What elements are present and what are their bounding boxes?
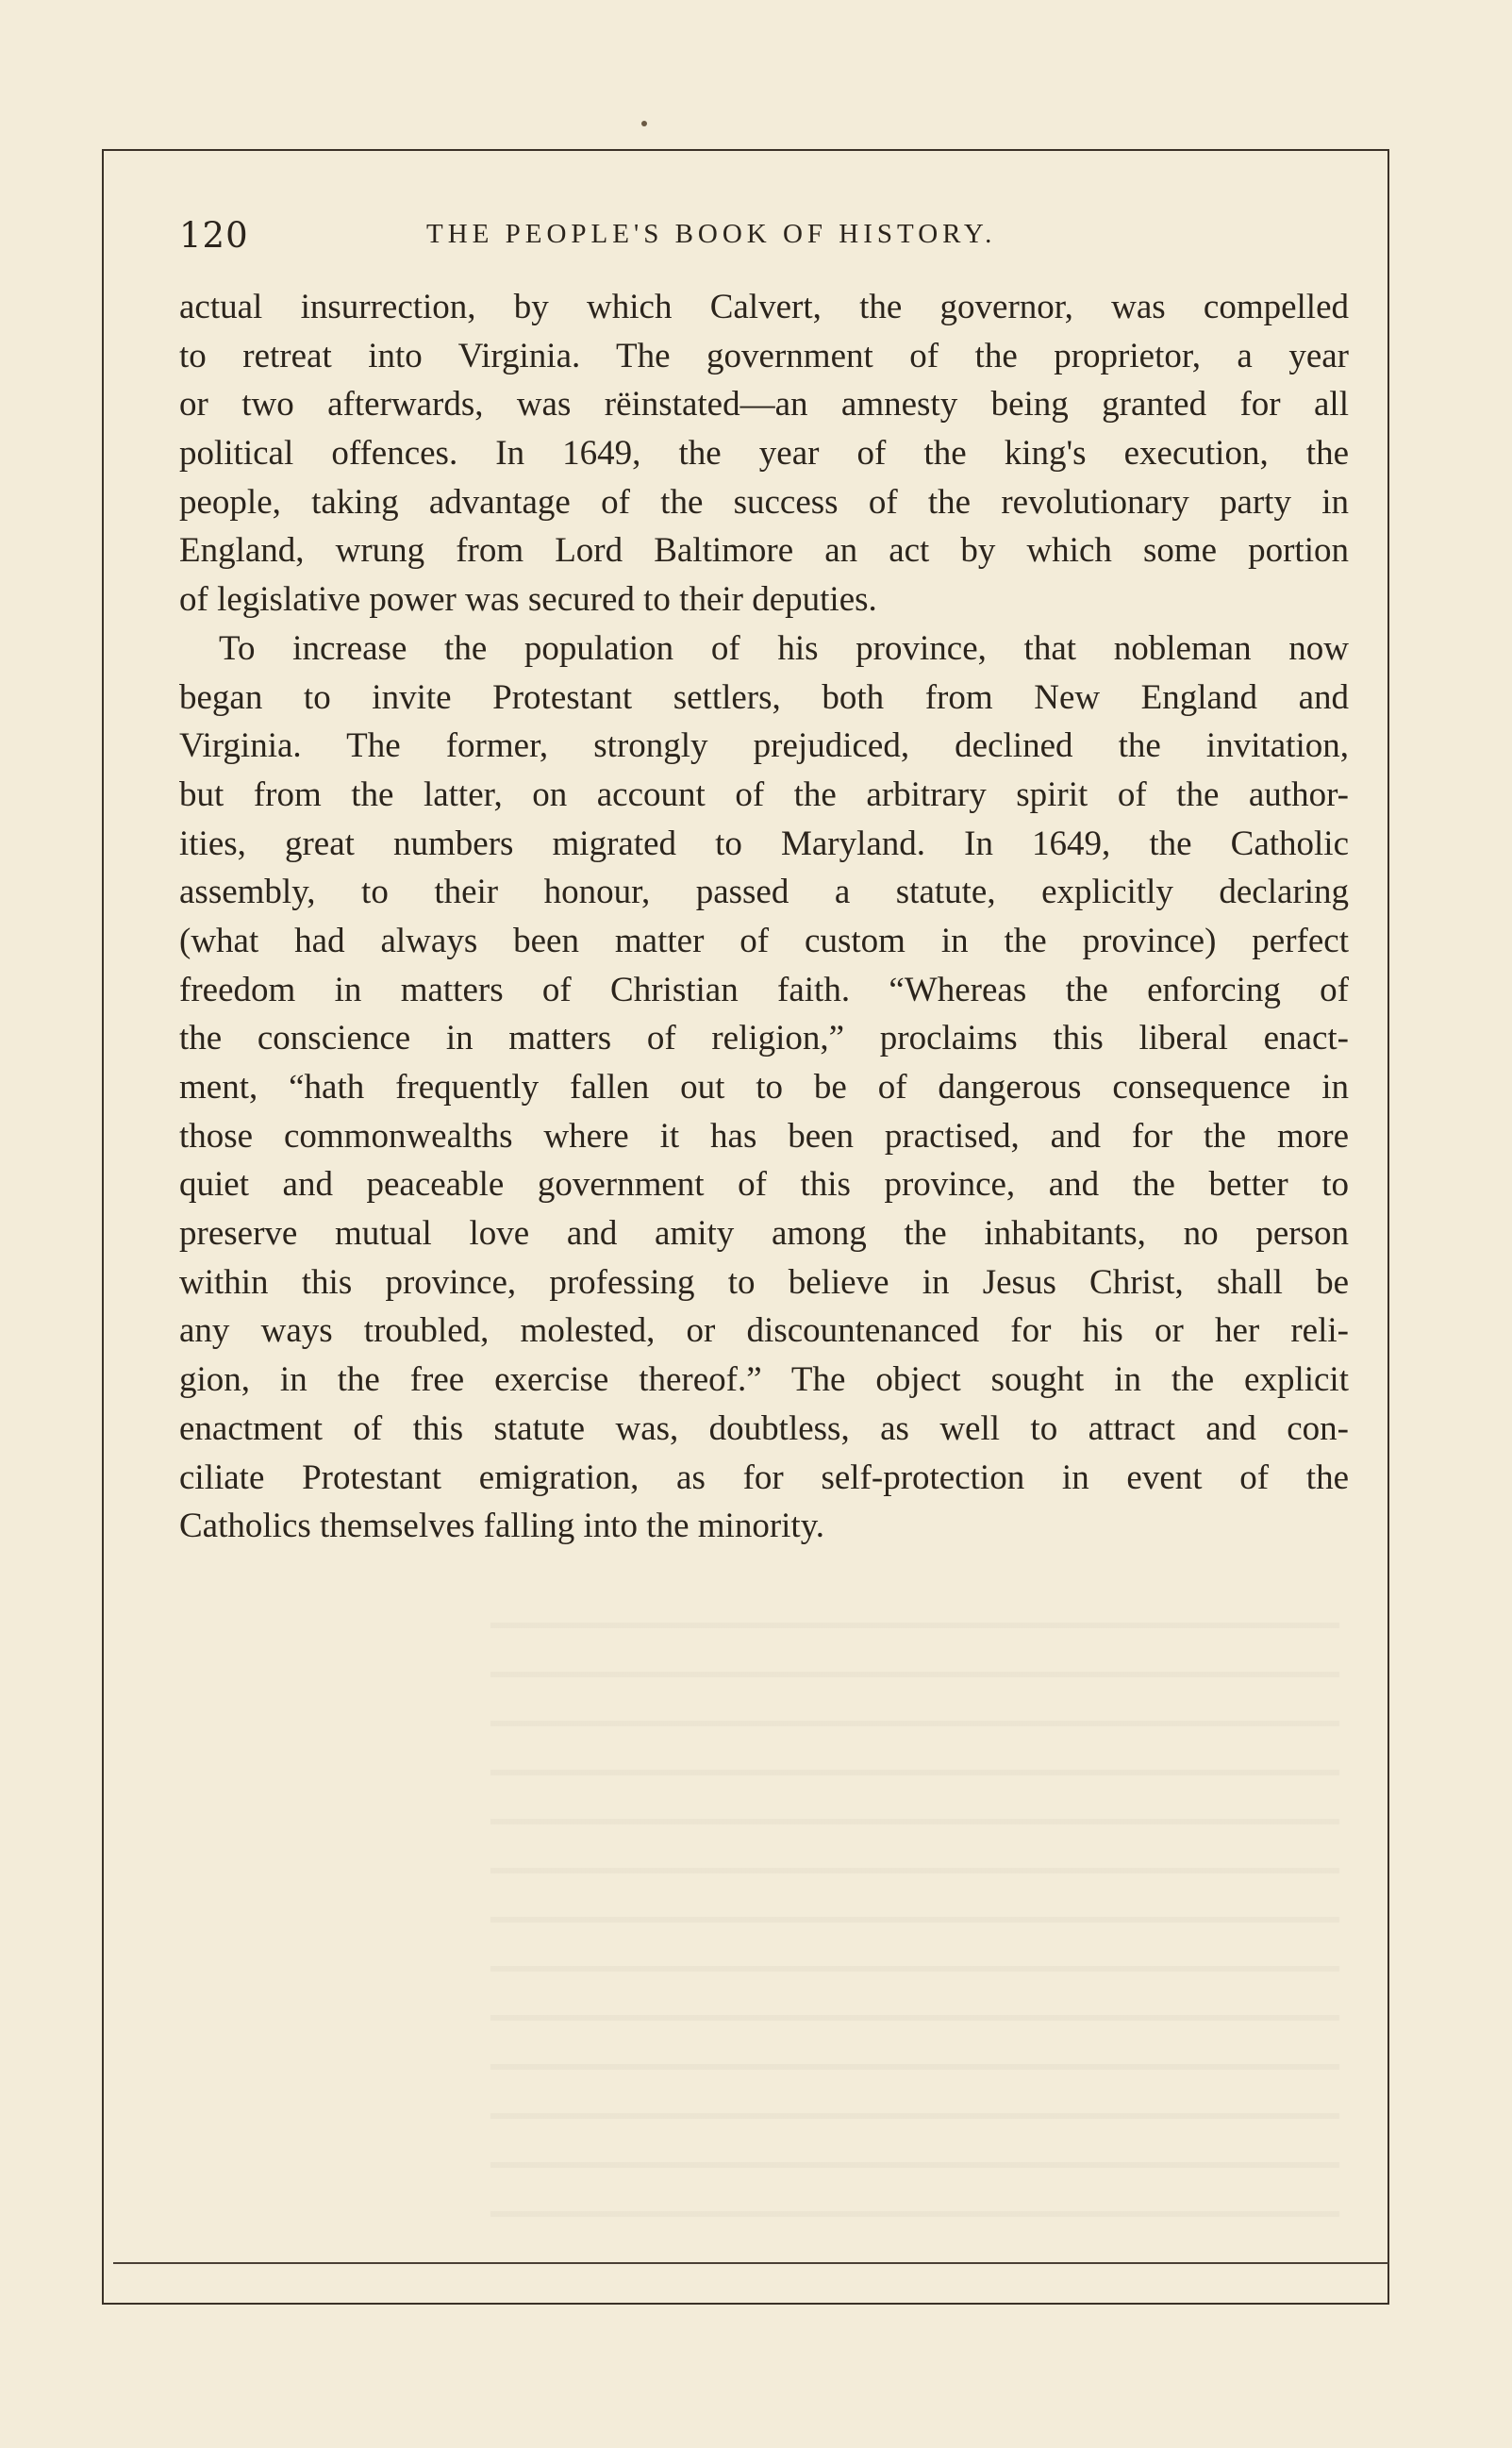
text-line: freedom in matters of Christian faith. “Whereas the enforcing of bbox=[179, 970, 1349, 1009]
text-line: political offences. In 1649, the year of the king's execution, the bbox=[179, 434, 1349, 474]
text-line: to retreat into Virginia. The government of the proprietor, a year bbox=[179, 336, 1349, 375]
text-line: preserve mutual love and amity among the inhabitants, no person bbox=[179, 1214, 1349, 1254]
bleed-through-text bbox=[490, 1623, 1339, 2226]
text-line: assembly, to their honour, passed a statute, explicitly declaring bbox=[179, 873, 1349, 912]
text-line: ciliate Protestant emigration, as for self-protection in event of the bbox=[179, 1457, 1349, 1497]
body-text bbox=[179, 283, 1349, 1551]
text-line: within this province, professing to believe in Jesus Christ, shall be bbox=[179, 1262, 1349, 1302]
paragraph-2 bbox=[179, 624, 1349, 1551]
text-line: began to invite Protestant settlers, both from New England and bbox=[179, 677, 1349, 717]
page-border-bottom-rule bbox=[113, 2262, 1388, 2264]
text-line: England, wrung from Lord Baltimore an act by which some portion bbox=[179, 531, 1349, 571]
text-line: quiet and peaceable government of this province, and the better to bbox=[179, 1165, 1349, 1205]
text-line: of legislative power was secured to their deputies. bbox=[179, 580, 877, 620]
text-line: enactment of this statute was, doubtless, as well to attract and con- bbox=[179, 1408, 1349, 1448]
text-line: ment, “hath frequently fallen out to be of dangerous consequence in bbox=[179, 1068, 1349, 1107]
text-line: Virginia. The former, strongly prejudiced, declined the invitation, bbox=[179, 726, 1349, 766]
text-line: actual insurrection, by which Calvert, the governor, was compelled bbox=[179, 288, 1349, 326]
page-header bbox=[179, 215, 1349, 262]
text-line: any ways troubled, molested, or discountenanced for his or her reli- bbox=[179, 1311, 1349, 1351]
text-line: but from the latter, on account of the arbitrary spirit of the author- bbox=[179, 774, 1349, 814]
text-line: or two afterwards, was rëinstated—an amnesty being granted for all bbox=[179, 385, 1349, 425]
paragraph-1 bbox=[179, 283, 1349, 624]
page-number: 120 bbox=[179, 215, 249, 256]
text-line: ities, great numbers migrated to Maryland. In 1649, the Catholic bbox=[179, 824, 1349, 863]
page-speck bbox=[641, 121, 647, 126]
text-line: Catholics themselves falling into the minority. bbox=[179, 1507, 825, 1546]
running-title: THE PEOPLE'S BOOK OF HISTORY. bbox=[426, 219, 997, 249]
text-line: gion, in the free exercise thereof.” The object sought in the explicit bbox=[179, 1360, 1349, 1400]
text-line: those commonwealths where it has been practised, and for the more bbox=[179, 1116, 1349, 1156]
text-line: the conscience in matters of religion,” proclaims this liberal enact- bbox=[179, 1019, 1349, 1058]
text-line: (what had always been matter of custom in the province) perfect bbox=[179, 921, 1349, 960]
text-line: To increase the population of his province, that nobleman now bbox=[219, 628, 1349, 668]
text-line: people, taking advantage of the success of the revolutionary party in bbox=[179, 482, 1349, 522]
